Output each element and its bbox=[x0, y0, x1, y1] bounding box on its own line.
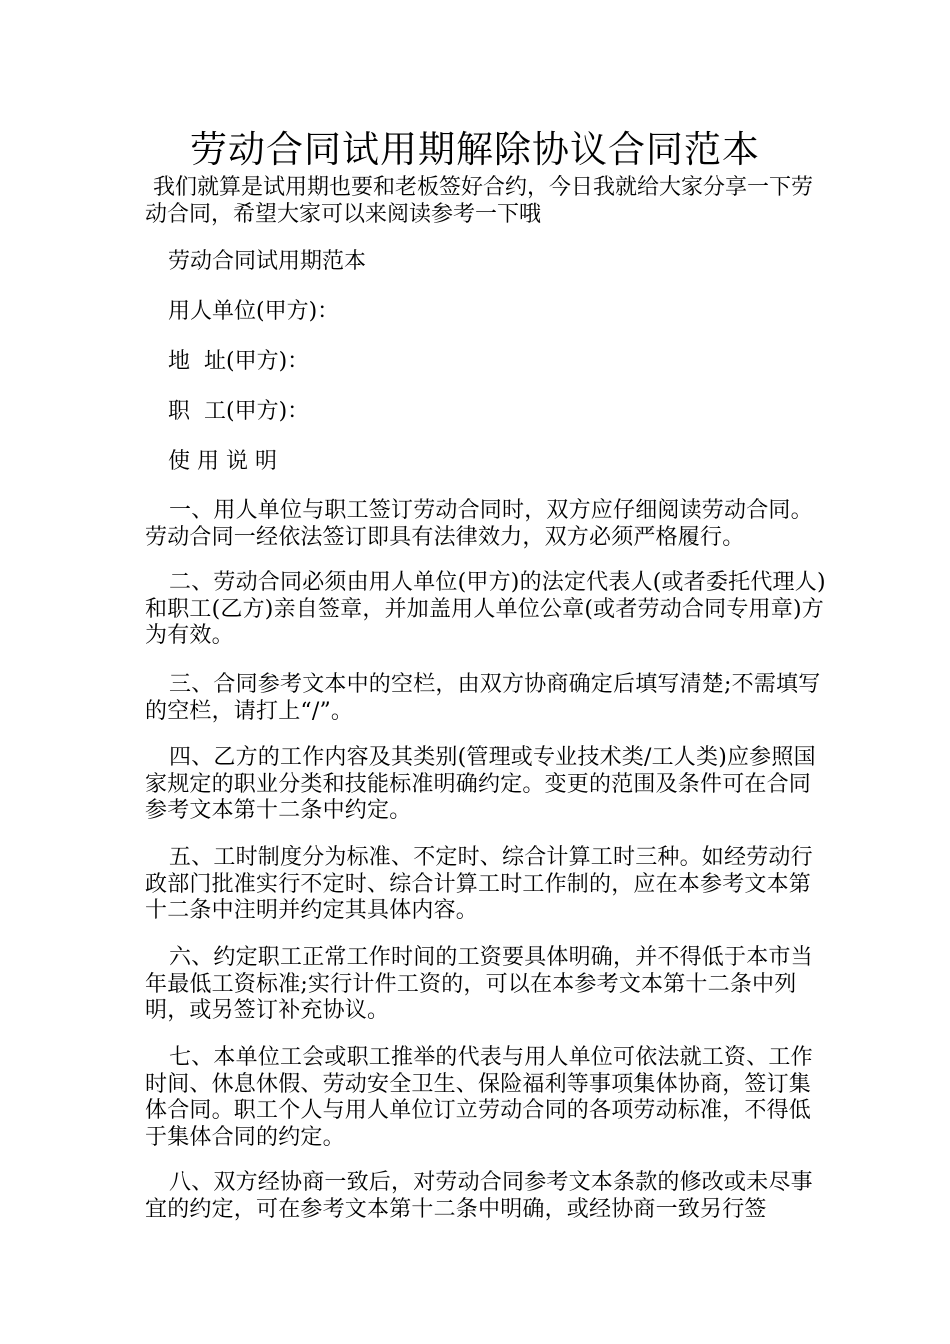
employer-field-label: 用人单位(甲方)： bbox=[168, 299, 340, 324]
usage-paragraph-6: 六、约定职工正常工作时间的工资要具体明确，并不得低于本市当年最低工资标准;实行计件工资的，可以在本参考文本第十二条中列明，或另签订补充协议。 bbox=[145, 945, 813, 1023]
usage-paragraph-1: 一、用人单位与职工签订劳动合同时，双方应仔细阅读劳动合同。劳动合同一经依法签订即具有法律效力，双方必须严格履行。 bbox=[145, 498, 813, 550]
usage-heading: 使 用 说 明 bbox=[168, 449, 277, 474]
usage-paragraph-4: 四、乙方的工作内容及其类别(管理或专业技术类/工人类)应参照国家规定的职业分类和技能标准明确约定。变更的范围及条件可在合同参考文本第十二条中约定。 bbox=[145, 745, 816, 823]
usage-paragraph-2: 二、劳动合同必须由用人单位(甲方)的法定代表人(或者委托代理人)和职工(乙方)亲自签章，并加盖用人单位公章(或者劳动合同专用章)方为有效。 bbox=[145, 570, 826, 648]
address-field-label: 地 址(甲方)： bbox=[168, 349, 310, 374]
document-title: 劳动合同试用期解除协议合同范本 bbox=[190, 128, 760, 171]
intro-paragraph: 我们就算是试用期也要和老板签好合约，今日我就给大家分享一下劳动合同，希望大家可以来阅读参考一下哦 bbox=[145, 175, 814, 227]
employee-field-label: 职 工(甲方)： bbox=[168, 399, 310, 424]
usage-paragraph-8: 八、双方经协商一致后，对劳动合同参考文本条款的修改或未尽事宜的约定，可在参考文本第十二条中明确，或经协商一致另行签 bbox=[145, 1170, 813, 1222]
usage-paragraph-7: 七、本单位工会或职工推举的代表与用人单位可依法就工资、工作时间、休息休假、劳动安全卫生、保险福利等事项集体协商，签订集体合同。职工个人与用人单位订立劳动合同的各项劳动标准，不得低于集体合同的约定。 bbox=[145, 1045, 813, 1150]
usage-paragraph-3: 三、合同参考文本中的空栏，由双方协商确定后填写清楚;不需填写的空栏，请打上“/”。 bbox=[145, 672, 821, 724]
contract-subtitle: 劳动合同试用期范本 bbox=[168, 249, 367, 274]
usage-paragraph-5: 五、工时制度分为标准、不定时、综合计算工时三种。如经劳动行政部门批准实行不定时、综合计算工时工作制的，应在本参考文本第十二条中注明并约定其具体内容。 bbox=[145, 845, 813, 923]
